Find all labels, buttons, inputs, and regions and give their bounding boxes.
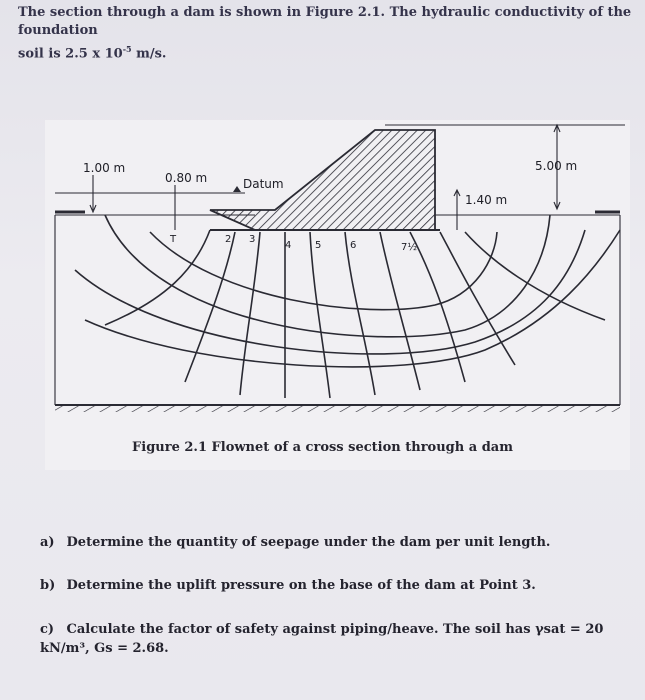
intro-line-2: soil is 2.5 x 10 (18, 46, 123, 62)
equipotential-line (185, 232, 235, 382)
label-tailwater: 5.00 m (535, 159, 578, 173)
flow-line (150, 232, 497, 310)
figure-caption: Figure 2.1 Flownet of a cross section through a dam (132, 440, 513, 455)
question-b (40, 576, 536, 595)
equipotential-line (105, 230, 210, 325)
equipotential-line (240, 232, 260, 395)
point-label-7-half: 7½ (401, 242, 418, 253)
question-c-text: Calculate the factor of safety against piping/heave. The soil has γsat = 20 kN/m³, Gs = 2.68. (40, 622, 604, 656)
equipotential-line (465, 232, 605, 320)
question-a-text: Determine the quantity of seepage under the dam per unit length. (66, 535, 551, 550)
point-label-3: 3 (249, 234, 256, 245)
point-label-4: 4 (285, 240, 292, 251)
question-a-label: a) (40, 535, 55, 550)
point-label-5: 5 (315, 240, 322, 251)
datum-marker-icon (233, 186, 241, 192)
intro-line-2-end: m/s. (131, 46, 167, 62)
conductivity-exponent: -5 (122, 44, 132, 54)
question-c (40, 620, 635, 658)
point-label-T: T (170, 234, 177, 245)
point-label-2: 2 (225, 234, 232, 245)
question-a (40, 533, 550, 552)
label-toe-depth: 0.80 m (165, 171, 208, 185)
label-base-depth: 1.40 m (465, 193, 508, 207)
question-c-label: c) (40, 622, 55, 637)
flow-line (75, 230, 585, 354)
equipotential-line (310, 232, 330, 398)
impermeable-hatch (55, 405, 620, 412)
question-b-label: b) (40, 578, 56, 593)
point-label-6: 6 (350, 240, 357, 251)
problem-statement (18, 4, 640, 63)
label-datum: Datum (243, 177, 284, 191)
flownet-figure (45, 120, 630, 420)
equipotential-line (345, 232, 375, 395)
label-upstream-head: 1.00 m (83, 161, 126, 175)
question-b-text: Determine the uplift pressure on the base of the dam at Point 3. (66, 578, 536, 593)
intro-line-1: The section through a dam is shown in Figure 2.1. The hydraulic conductivity of the foundation (18, 5, 632, 38)
